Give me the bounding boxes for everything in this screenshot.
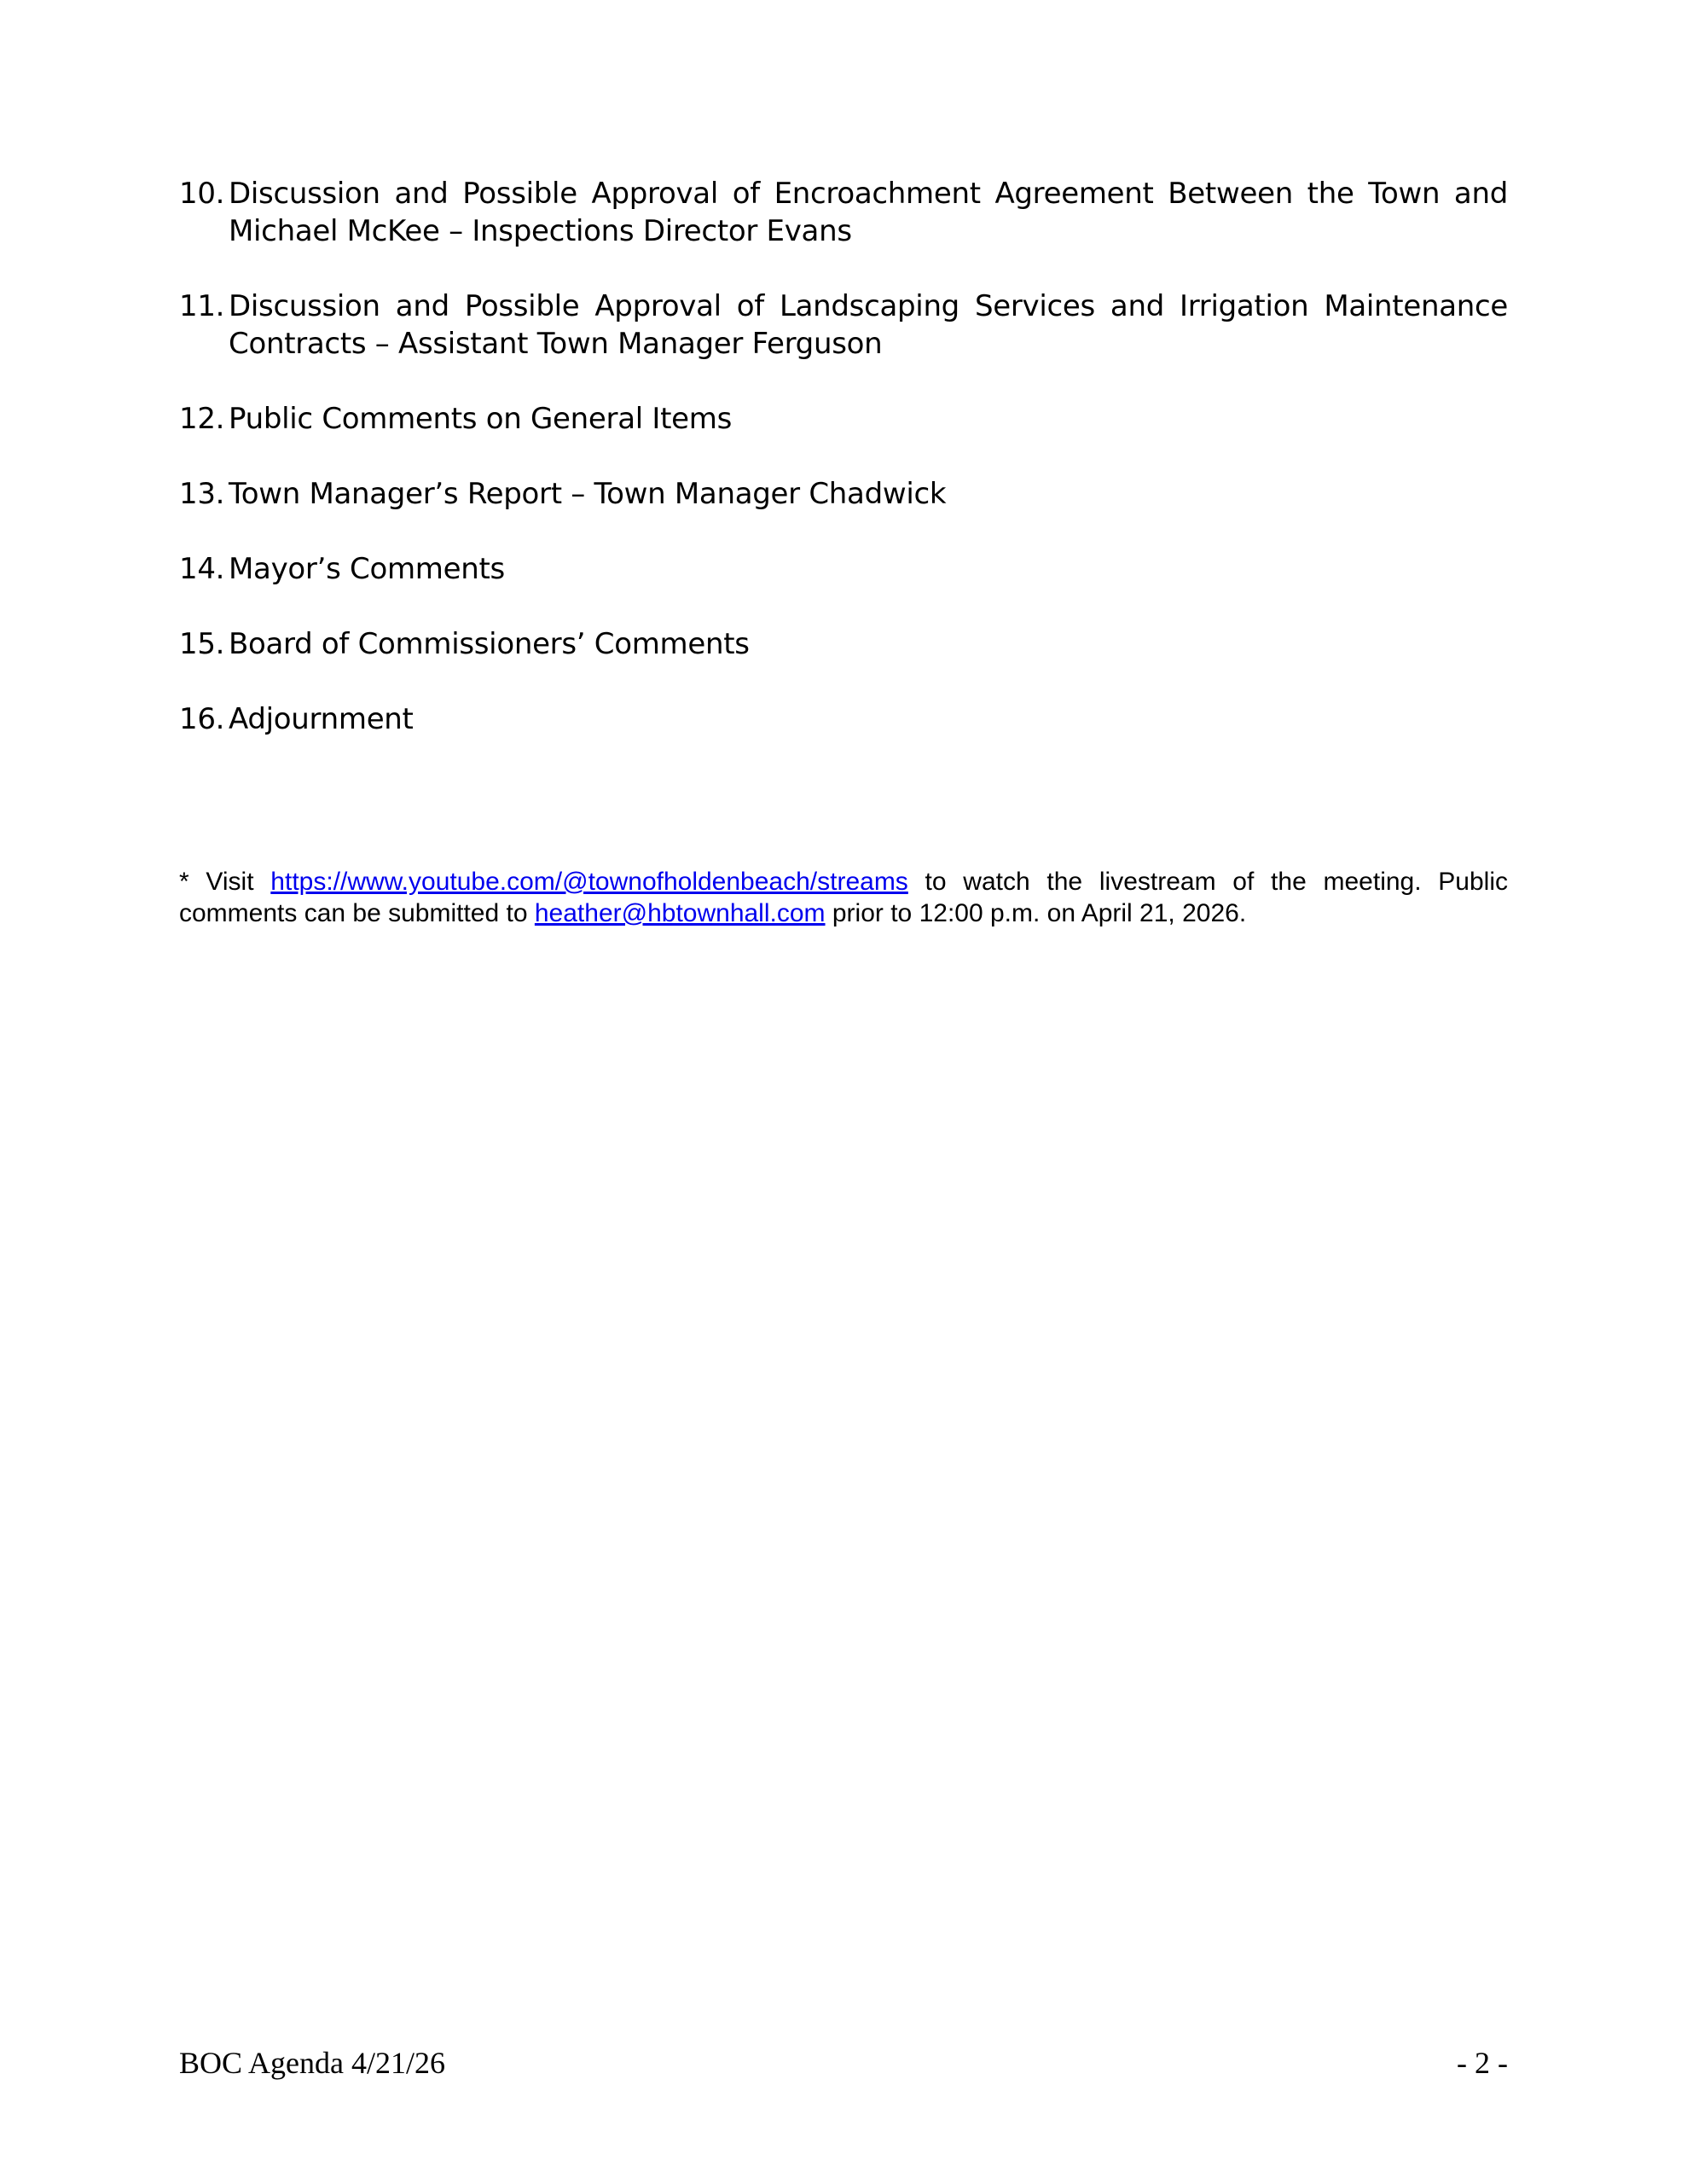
- agenda-item-text: Mayor’s Comments: [229, 552, 505, 586]
- livestream-link[interactable]: https://www.youtube.com/@townofholdenbeach/streams: [270, 868, 908, 896]
- agenda-item-text: Adjournment: [229, 702, 414, 736]
- note-middle: to watch the livestream of the meeting. Public comments can be submitted to: [179, 868, 1509, 927]
- livestream-note: [179, 866, 1508, 929]
- agenda-item-text: Discussion and Possible Approval of Landscaping Services and Irrigation Maintenance Contracts – Assistant Town Manager Ferguson: [229, 289, 1508, 361]
- agenda-item-text: Board of Commissioners’ Comments: [229, 627, 750, 661]
- agenda-item: [179, 288, 1508, 363]
- agenda-item: [179, 550, 1508, 588]
- email-link[interactable]: heather@hbtownhall.com: [534, 899, 826, 927]
- note-suffix: prior to 12:00 p.m. on April 21, 2026.: [825, 899, 1247, 927]
- agenda-item-number: 14.: [179, 552, 225, 586]
- agenda-item: [179, 700, 1508, 738]
- agenda-item-text: Public Comments on General Items: [229, 402, 732, 436]
- agenda-item: [179, 625, 1508, 663]
- agenda-item: [179, 175, 1508, 250]
- page-footer: [179, 2044, 1508, 2082]
- agenda-item-text: Town Manager’s Report – Town Manager Chadwick: [229, 477, 947, 511]
- note-prefix: * Visit: [179, 868, 271, 896]
- footer-document-title: BOC Agenda 4/21/26: [179, 2046, 445, 2080]
- agenda-item-number: 13.: [179, 477, 225, 511]
- agenda-item-number: 16.: [179, 702, 225, 736]
- agenda-item: [179, 400, 1508, 438]
- agenda-item-number: 11.: [179, 289, 225, 323]
- agenda-item-number: 15.: [179, 627, 225, 661]
- agenda-item: [179, 475, 1508, 513]
- agenda-item-text: Discussion and Possible Approval of Encroachment Agreement Between the Town and Michael McKee – Inspections Director Evans: [229, 177, 1508, 248]
- agenda-item-number: 10.: [179, 177, 225, 211]
- page-number: - 2 -: [1457, 2046, 1508, 2080]
- agenda-list: [179, 175, 1508, 775]
- agenda-item-number: 12.: [179, 402, 225, 436]
